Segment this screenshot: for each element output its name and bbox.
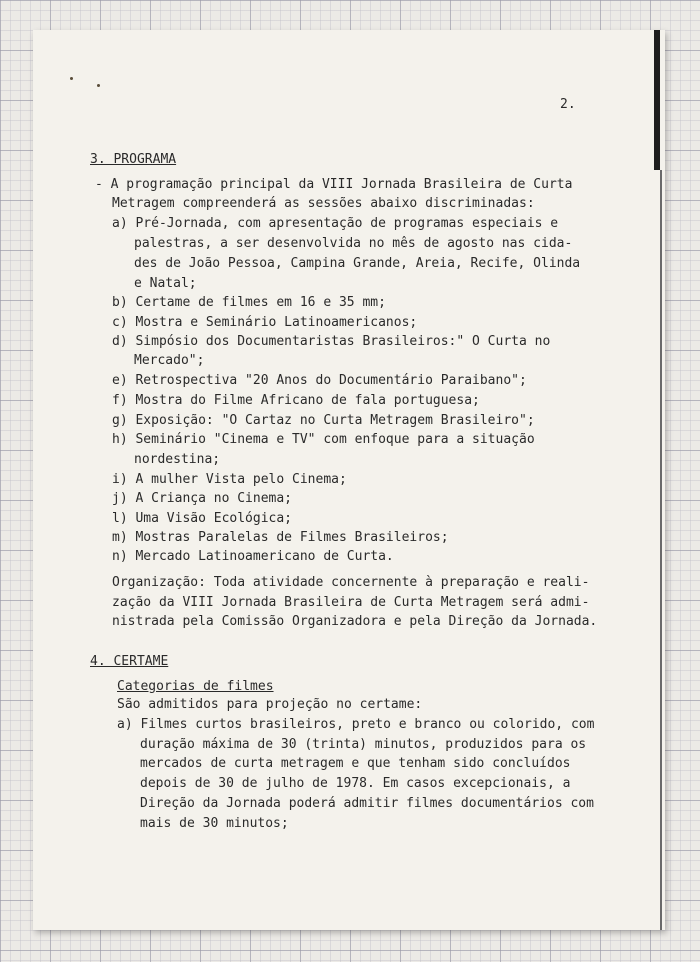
page-edge-line [660, 170, 662, 930]
text-line: palestras, a ser desenvolvida no mês de agosto nas cida- [134, 236, 573, 251]
text-line: depois de 30 de julho de 1978. Em casos excepcionais, a [140, 776, 571, 791]
paper-speck [97, 84, 100, 87]
subheading-categorias: Categorias de filmes [117, 679, 274, 694]
list-item-d: d) Simpósio dos Documentaristas Brasileiros:" O Curta no [112, 334, 551, 349]
list-item-l: l) Uma Visão Ecológica; [112, 511, 293, 526]
text-line: des de João Pessoa, Campina Grande, Areia, Recife, Olinda [134, 256, 581, 271]
text-line: e Natal; [134, 276, 197, 291]
text-line: mercados de curta metragem e que tenham sido concluídos [140, 756, 571, 771]
list-item-i: i) A mulher Vista pelo Cinema; [112, 472, 347, 487]
list-item-j: j) A Criança no Cinema; [112, 491, 293, 506]
text-line: nistrada pela Comissão Organizadora e pela Direção da Jornada. [112, 614, 598, 629]
list-item-m: m) Mostras Paralelas de Filmes Brasileiros; [112, 530, 449, 545]
list-item-c: c) Mostra e Seminário Latinoamericanos; [112, 315, 418, 330]
list-item-b: b) Certame de filmes em 16 e 35 mm; [112, 295, 386, 310]
text-line: mais de 30 minutos; [140, 816, 289, 831]
paper-speck [70, 77, 73, 80]
text-line: duração máxima de 30 (trinta) minutos, produzidos para os [140, 737, 587, 752]
page-number: 2. [560, 97, 576, 112]
text-line: São admitidos para projeção no certame: [117, 697, 423, 712]
list-item-g: g) Exposição: "O Cartaz no Curta Metragem Brasileiro"; [112, 413, 535, 428]
text-line: zação da VIII Jornada Brasileira de Curta Metragem será admi- [112, 595, 590, 610]
organization-paragraph: Organização: Toda atividade concernente à preparação e reali- [112, 575, 590, 590]
list-item-a: a) Filmes curtos brasileiros, preto e branco ou colorido, com [117, 717, 595, 732]
list-item-n: n) Mercado Latinoamericano de Curta. [112, 549, 394, 564]
list-item-a: a) Pré-Jornada, com apresentação de programas especiais e [112, 216, 559, 231]
text-line: Direção da Jornada poderá admitir filmes documentários com [140, 796, 594, 811]
text-line: Metragem compreenderá as sessões abaixo discriminadas: [112, 196, 535, 211]
page-edge-shadow [654, 30, 660, 170]
list-item-f: f) Mostra do Filme Africano de fala portuguesa; [112, 393, 480, 408]
text-line: - A programação principal da VIII Jornada Brasileira de Curta [95, 177, 573, 192]
section-heading-programa: 3. PROGRAMA [90, 152, 177, 167]
list-item-h: h) Seminário "Cinema e TV" com enfoque para a situação [112, 432, 535, 447]
text-line: nordestina; [134, 452, 221, 467]
list-item-e: e) Retrospectiva "20 Anos do Documentário Paraibano"; [112, 373, 527, 388]
text-line: Mercado"; [134, 353, 205, 368]
section-heading-certame: 4. CERTAME [90, 654, 169, 669]
